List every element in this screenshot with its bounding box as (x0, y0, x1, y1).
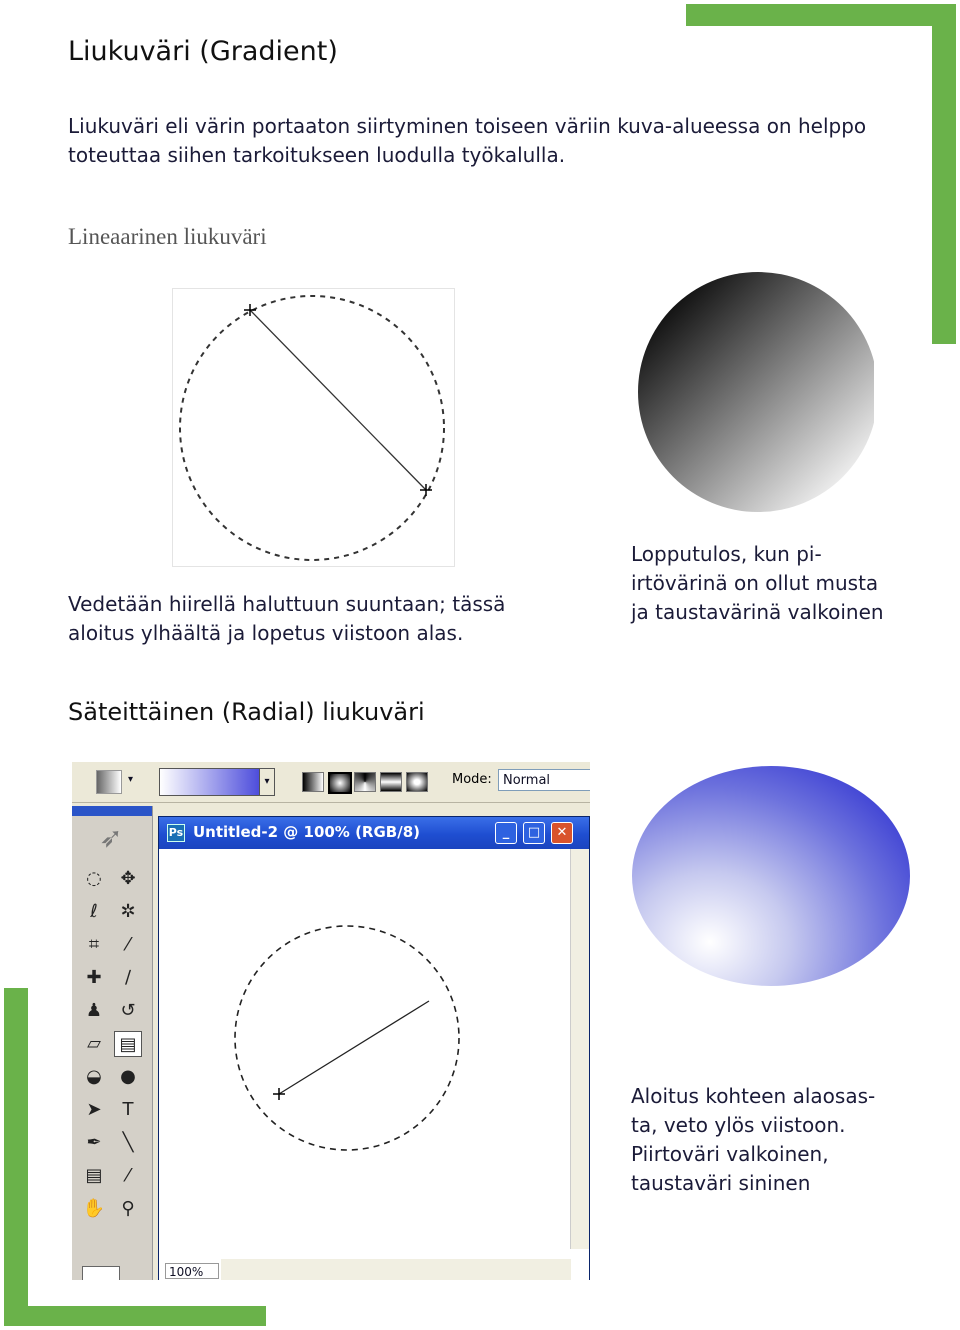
pen-icon[interactable]: ✒ (86, 1132, 102, 1153)
intro-paragraph: Liukuväri eli värin portaaton siirtyminen toiseen väriin kuva-alueessa on helppo toteuttaa siihen tarkoitukseen luodulla työkalulla. (68, 114, 867, 167)
notes-icon[interactable]: ▤ (85, 1165, 103, 1186)
healing-brush-icon[interactable]: ✚ (86, 967, 102, 988)
result-caption-line-3: ja taustavärinä valkoinen (631, 600, 884, 624)
move-icon[interactable]: ✥ (120, 868, 136, 889)
angle-gradient-type-icon[interactable] (354, 772, 376, 792)
zoom-field[interactable]: 100% (165, 1263, 219, 1279)
image-crop-edge (874, 262, 914, 522)
clone-stamp-icon[interactable]: ♟ (85, 1000, 103, 1021)
options-bar (72, 762, 590, 803)
photoshop-screenshot (72, 762, 590, 1280)
history-brush-icon[interactable]: ↺ (120, 1000, 136, 1021)
green-frame-right (932, 4, 956, 344)
eraser-icon[interactable]: ▱ (87, 1033, 101, 1054)
linear-gradient-type-icon[interactable] (302, 772, 324, 792)
gradient-picker[interactable] (159, 768, 271, 796)
type-icon[interactable]: T (122, 1099, 134, 1120)
radial-gradient-type-icon[interactable] (328, 772, 352, 794)
document-window (158, 816, 590, 1280)
mode-select[interactable]: Normal (498, 769, 590, 791)
brush-icon[interactable]: ∕ (124, 967, 132, 988)
linear-caption-line-1: Vedetään hiirellä haluttuun suuntaan; tässä (68, 592, 506, 616)
result-caption-line-1: Lopputulos, kun pi- (631, 542, 822, 566)
mode-label: Mode: (452, 772, 492, 787)
dodge-icon[interactable]: ● (120, 1066, 136, 1087)
toolbox-header (72, 806, 152, 816)
zoom-icon[interactable]: ⚲ (121, 1198, 135, 1219)
eyedropper-icon[interactable]: ⁄ (126, 1165, 130, 1186)
preset-dropdown-icon[interactable]: ▾ (128, 774, 134, 785)
radial-caption-line-3: Piirtoväri valkoinen, (631, 1142, 829, 1166)
radial-caption-line-1: Aloitus kohteen alaosas- (631, 1084, 876, 1108)
document-canvas[interactable] (161, 849, 565, 1249)
linear-heading: Lineaarinen liukuväri (68, 224, 267, 249)
linear-drag-illustration (172, 288, 456, 568)
crop-icon[interactable]: ⌗ (88, 934, 100, 955)
radial-drag-illustration (161, 849, 565, 1249)
feather-logo-icon: ➶ (99, 821, 123, 854)
gradient-tool-preset-icon[interactable] (96, 770, 122, 794)
marquee-icon[interactable]: ◌ (86, 868, 102, 889)
slice-icon[interactable]: ⁄ (126, 934, 130, 955)
radial-heading: Säteittäinen (Radial) liukuväri (68, 698, 425, 726)
hand-icon[interactable]: ✋ (82, 1198, 106, 1219)
lasso-icon[interactable]: ℓ (90, 901, 98, 922)
foreground-color-swatch[interactable] (82, 1266, 120, 1280)
gradient-icon[interactable]: ▤ (114, 1031, 142, 1057)
blur-icon[interactable]: ◒ (86, 1066, 102, 1087)
window-title: Untitled-2 @ 100% (RGB/8) (193, 823, 420, 841)
linear-caption-line-2: aloitus ylhäältä ja lopetus viistoon alas. (68, 621, 464, 645)
line-icon[interactable]: ╲ (122, 1132, 134, 1153)
green-frame-left (4, 988, 28, 1326)
maximize-button[interactable]: □ (523, 822, 545, 844)
vertical-scrollbar[interactable] (570, 849, 589, 1249)
radial-gradient-result (632, 766, 910, 986)
gradient-picker-dropdown-icon[interactable]: ▾ (259, 768, 275, 796)
radial-caption-line-2: ta, veto ylös viistoon. (631, 1113, 846, 1137)
linear-gradient-result (638, 272, 878, 512)
diamond-gradient-type-icon[interactable] (406, 772, 428, 792)
result-caption-line-2: irtövärinä on ollut musta (631, 571, 879, 595)
page-title: Liukuväri (Gradient) (68, 36, 338, 67)
horizontal-scrollbar[interactable] (221, 1259, 571, 1280)
green-frame-bottom (4, 1306, 266, 1326)
magic-wand-icon[interactable]: ✲ (120, 901, 136, 922)
photoshop-document-icon: Ps (167, 824, 185, 842)
window-titlebar[interactable] (159, 817, 589, 849)
minimize-button[interactable]: _ (495, 822, 517, 844)
reflected-gradient-type-icon[interactable] (380, 772, 402, 792)
close-button[interactable]: ✕ (551, 822, 573, 844)
green-frame-top (686, 4, 956, 26)
path-select-icon[interactable]: ➤ (86, 1099, 102, 1120)
toolbox (72, 806, 153, 1280)
radial-caption-line-4: taustaväri sininen (631, 1171, 811, 1195)
